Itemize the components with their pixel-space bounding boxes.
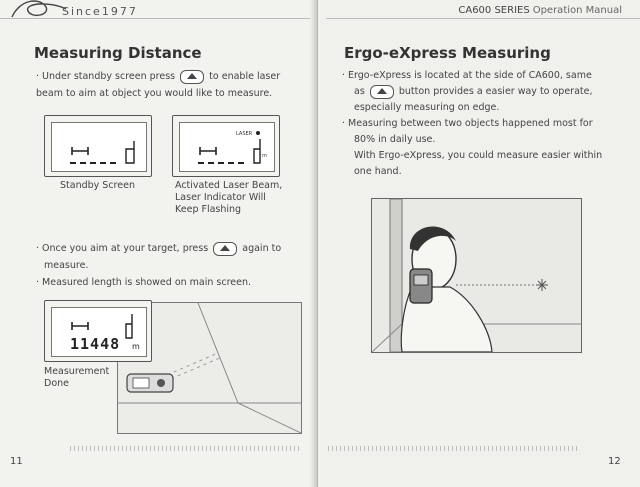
lcd-display-area (51, 122, 147, 172)
brand-text: Since1977 (62, 5, 138, 18)
section-title-ergo-express: Ergo-eXpress Measuring (344, 44, 551, 62)
right-page (318, 0, 640, 487)
lcd-laser-label: LASER (236, 131, 253, 137)
paragraph-text: especially measuring on edge. (354, 102, 500, 113)
paragraph-text: · Under standby screen press (36, 71, 176, 82)
lcd-unit-small: m (262, 153, 267, 159)
ergo-illustration (371, 198, 582, 353)
header-rule (326, 18, 640, 19)
ergo-description (342, 68, 632, 180)
lcd-activated-segments-icon (180, 123, 274, 171)
paragraph-text: again to (242, 243, 282, 254)
lcd-reading: 11448 (70, 335, 121, 353)
measure-button-icon (213, 242, 237, 256)
paragraph-text: measure. (44, 260, 89, 271)
measure-button-icon (180, 70, 204, 84)
page-ruler (70, 446, 300, 451)
paragraph-text: one hand. (354, 166, 402, 177)
paragraph-text: 80% in daily use. (354, 134, 436, 145)
caption-standby: Standby Screen (60, 180, 135, 191)
lcd-standby-segments-icon (52, 123, 146, 171)
lcd-result-screen (44, 300, 152, 362)
lcd-activated-screen (172, 115, 280, 177)
lcd-standby-screen (44, 115, 152, 177)
section-title-measuring-distance: Measuring Distance (34, 44, 202, 62)
caption-measurement-done (44, 366, 109, 390)
paragraph-measure (36, 240, 306, 291)
paragraph-text: · Once you aim at your target, press (36, 243, 209, 254)
header-manual: Operation Manual (532, 5, 622, 16)
left-page (0, 0, 318, 487)
header-series: CA600 SERIES (458, 5, 530, 16)
paragraph-standby (36, 68, 306, 102)
paragraph-line (354, 84, 632, 100)
caption-activated (175, 180, 282, 216)
lcd-display-area (51, 307, 147, 357)
page-number-right: 12 (608, 456, 621, 467)
device-icon (125, 370, 177, 396)
caption-line: Keep Flashing (175, 204, 242, 215)
caption-line: Activated Laser Beam, (175, 180, 283, 191)
caption-line: Laser Indicator Will (175, 192, 266, 203)
paragraph-text: button provides a easier way to operate, (398, 86, 593, 97)
caption-line: Done (44, 378, 69, 389)
person-measuring-drawing-icon (372, 199, 581, 352)
paragraph-text: · Measured length is showed on main screen. (36, 277, 252, 288)
page-number-left: 11 (10, 456, 23, 467)
header-rule (0, 18, 318, 19)
lcd-reading-unit: m (132, 342, 140, 351)
paragraph-text: · Measuring between two objects happened most for (342, 118, 593, 129)
paragraph-text: to enable laser (209, 71, 281, 82)
paragraph-text: With Ergo-eXpress, you could measure easier within (354, 150, 603, 161)
paragraph-text: as (354, 86, 365, 97)
caption-line: Measurement (44, 366, 110, 377)
measure-button-icon (370, 85, 394, 99)
paragraph-text: · Ergo-eXpress is located at the side of CA600, same (342, 70, 592, 81)
paragraph-text: beam to aim at object you would like to measure. (36, 88, 273, 99)
lcd-display-area (179, 122, 275, 172)
running-header (458, 5, 622, 16)
page-ruler (328, 446, 578, 451)
